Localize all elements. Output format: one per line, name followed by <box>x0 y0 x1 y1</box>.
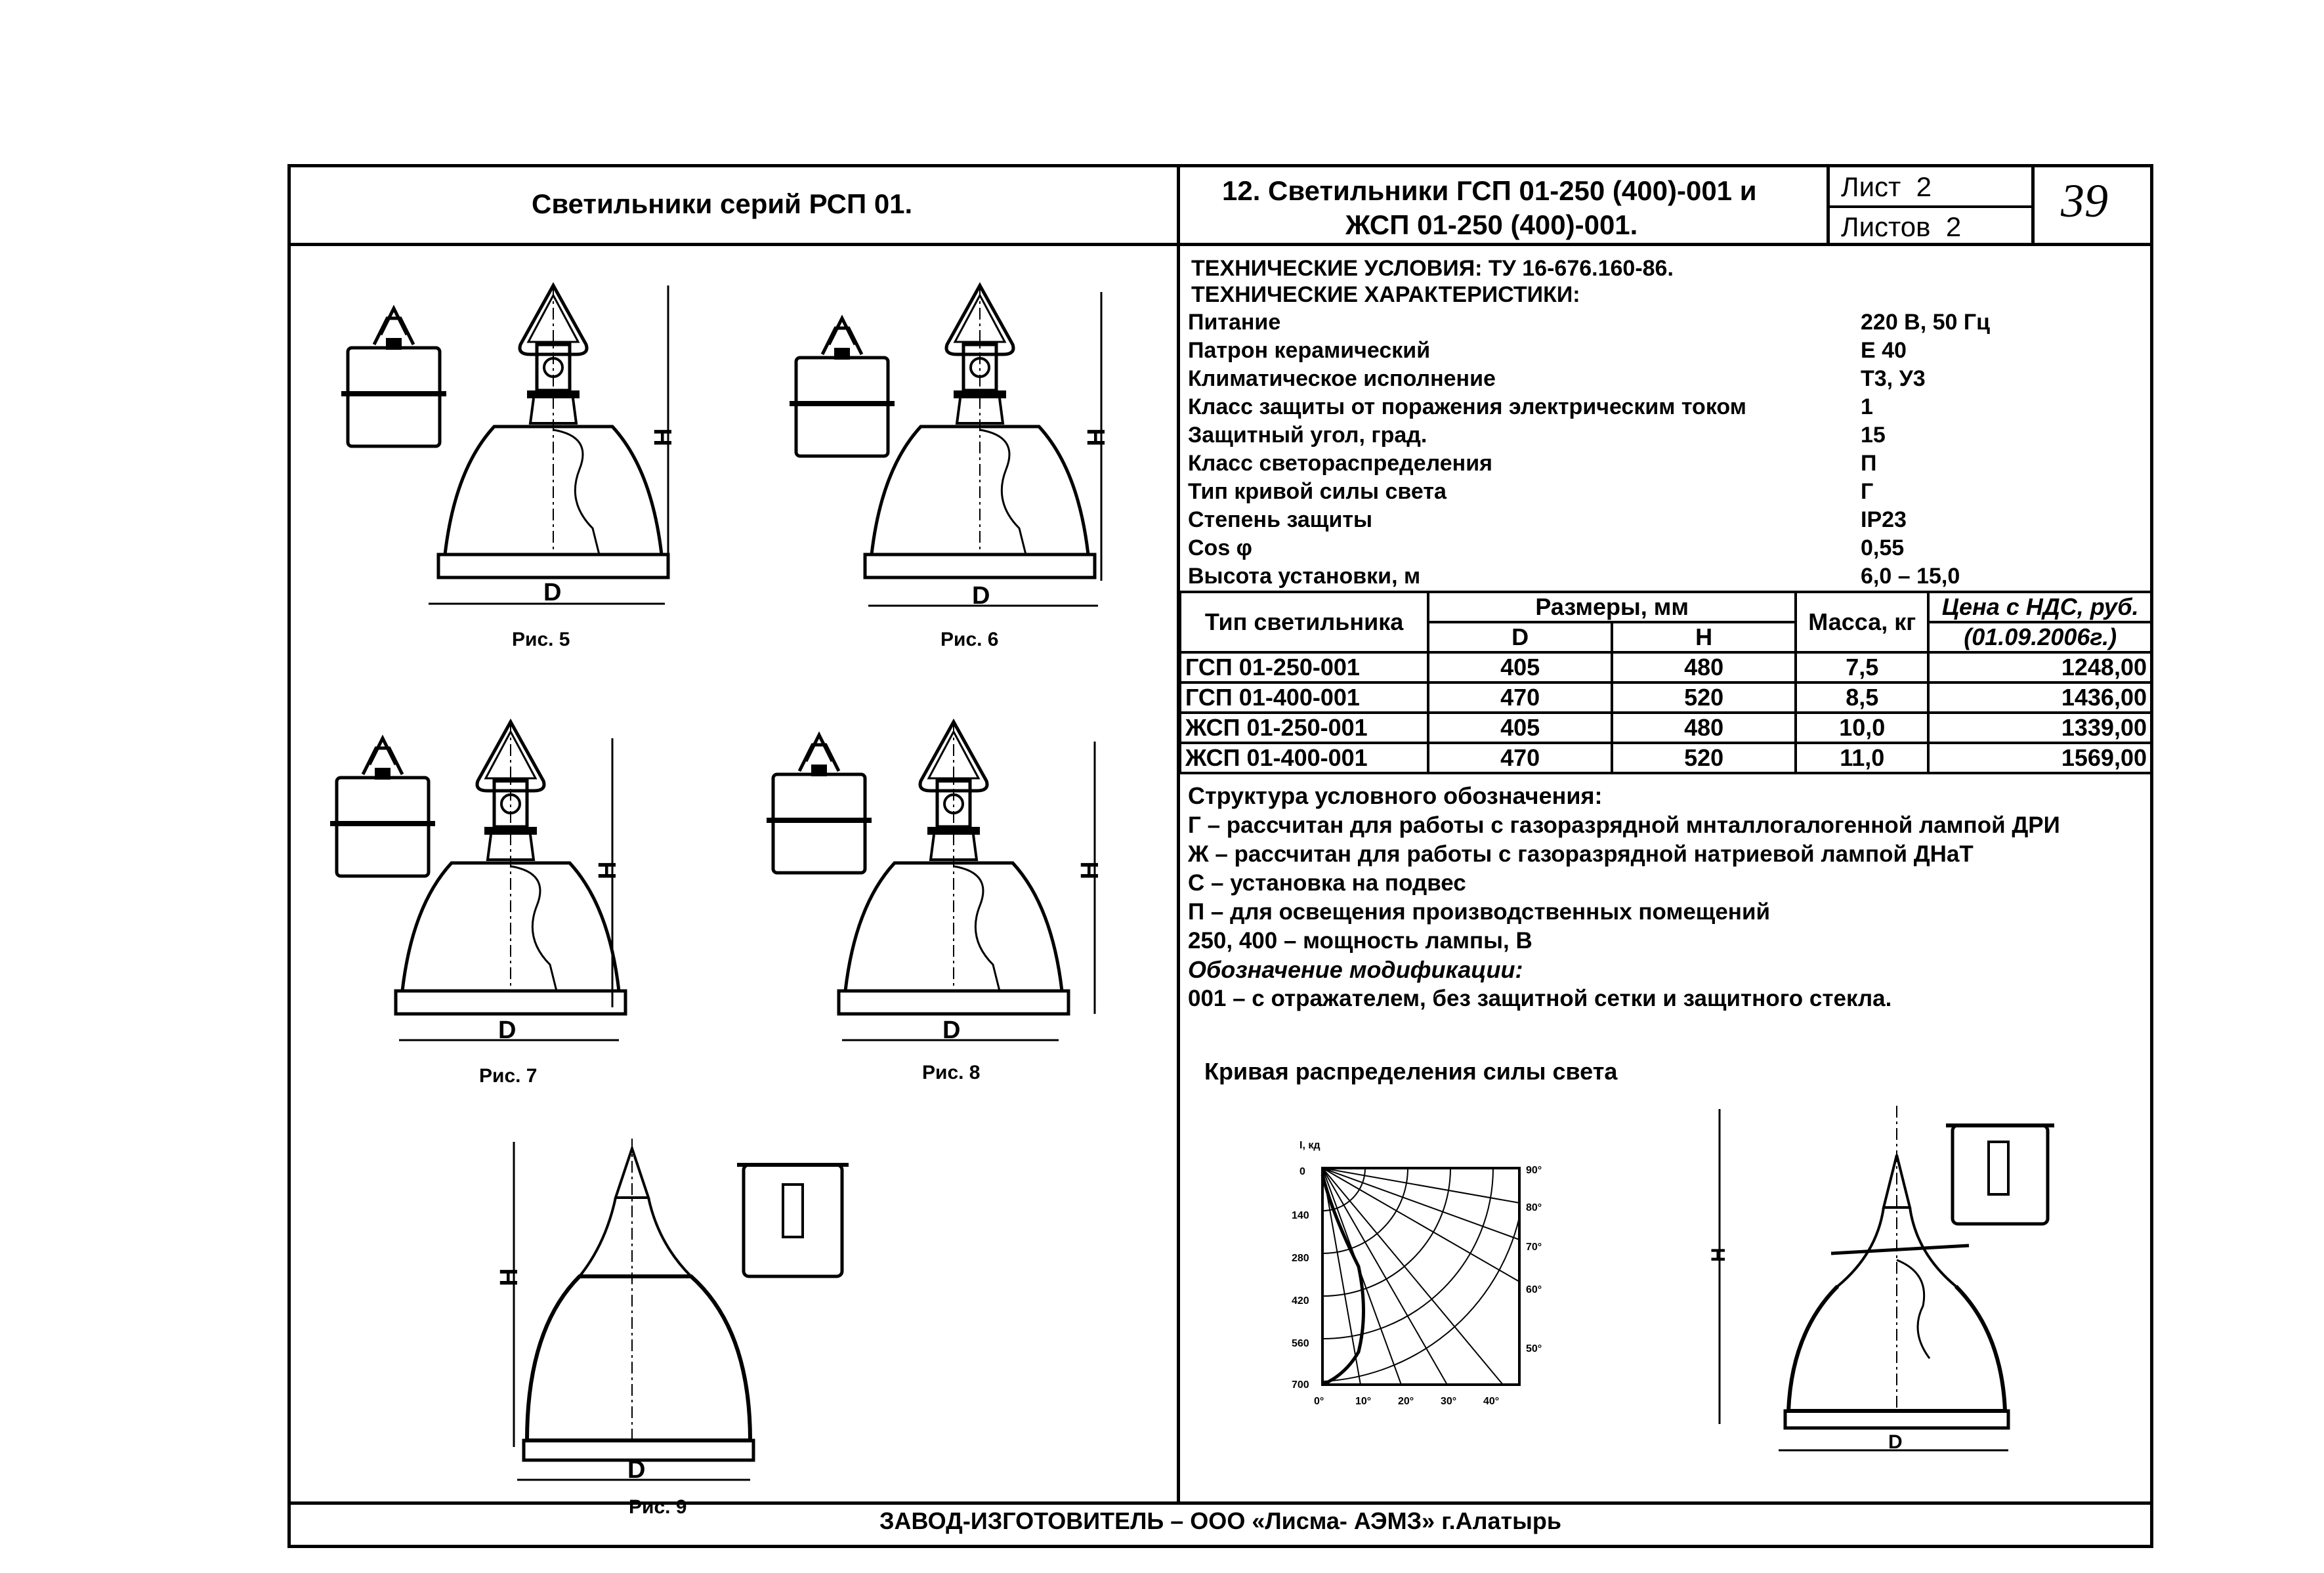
col-price-date: (01.09.2006г.) <box>1928 622 2152 652</box>
angle-label: 70° <box>1526 1242 1542 1253</box>
table-row <box>1180 652 2152 682</box>
spec-label: Высота установки, м <box>1188 564 1421 589</box>
spec-value: Г <box>1861 479 1874 504</box>
manufacturer-footer: ЗАВОД-ИЗГОТОВИТЕЛЬ – ООО «Лисма- АЭМЗ» г.Алатырь <box>879 1507 1561 1534</box>
cell-d: 470 <box>1428 682 1612 713</box>
spec-row <box>1188 535 2146 564</box>
x-tick: 30° <box>1441 1396 1457 1407</box>
col-dims-header: Размеры, мм <box>1428 592 1796 622</box>
fig9-dim-d: D <box>627 1456 646 1484</box>
spec-row <box>1188 366 2146 395</box>
spec-value: Т3, У3 <box>1861 366 1926 391</box>
spec-label: Класс защиты от поражения электрическим током <box>1188 394 1746 419</box>
spec-value: 1 <box>1861 394 1873 419</box>
angle-label: 60° <box>1526 1284 1542 1295</box>
angle-label: 50° <box>1526 1343 1542 1354</box>
fig5-dim-h: H <box>650 428 677 446</box>
center-title-line1: 12. Светильники ГСП 01-250 (400)-001 и <box>1222 175 1757 206</box>
cell-d: 470 <box>1428 743 1612 773</box>
x-tick: 40° <box>1483 1396 1500 1407</box>
fig5-caption: Рис. 5 <box>512 629 570 650</box>
table-row <box>1180 743 2152 773</box>
spec-row <box>1188 338 2146 367</box>
figure-8-drawing <box>767 722 1104 1044</box>
fig6-caption: Рис. 6 <box>940 629 999 650</box>
sheets-label: Листов 2 <box>1841 211 1962 242</box>
modification-line: 001 – с отражателем, без защитной сетки и защитного стекла. <box>1188 986 1892 1011</box>
cell-price: 1436,00 <box>1928 682 2152 713</box>
spec-value: П <box>1861 451 1877 476</box>
y-tick: 0 <box>1299 1166 1305 1177</box>
cell-h: 520 <box>1612 682 1796 713</box>
x-tick: 0° <box>1314 1396 1324 1407</box>
spec-value: 15 <box>1861 423 1886 448</box>
spec-value: 220 В, 50 Гц <box>1861 310 1991 335</box>
y-tick: 420 <box>1292 1295 1309 1307</box>
spec-value: 6,0 – 15,0 <box>1861 564 1960 589</box>
structure-line: Ж – рассчитан для работы с газоразрядной натриевой лампой ДНаТ <box>1188 841 1974 867</box>
fig9-dim-h: H <box>496 1268 523 1286</box>
fig5-dim-d: D <box>543 579 562 606</box>
spec-row <box>1188 564 2146 593</box>
structure-line: С – установка на подвес <box>1188 870 1466 896</box>
spec-row <box>1188 394 2146 423</box>
col-price-header: Цена с НДС, руб. <box>1928 592 2152 622</box>
spec-row <box>1188 423 2146 451</box>
angle-label: 80° <box>1526 1202 1542 1213</box>
cell-h: 480 <box>1612 713 1796 743</box>
cell-price: 1248,00 <box>1928 652 2152 682</box>
right-lamp-drawing <box>1680 1096 2153 1463</box>
y-tick: 280 <box>1292 1253 1309 1264</box>
spec-label: Климатическое исполнение <box>1188 366 1496 391</box>
curve-y-axis-label: I, кд <box>1299 1140 1320 1151</box>
table-row <box>1180 682 2152 713</box>
cell-type: ГСП 01-250-001 <box>1180 652 1428 682</box>
tech-conditions: ТЕХНИЧЕСКИЕ УСЛОВИЯ: ТУ 16-676.160-86. <box>1191 256 1674 281</box>
cell-mass: 8,5 <box>1796 682 1928 713</box>
right-dim-d: D <box>1888 1431 1903 1453</box>
y-tick: 560 <box>1292 1338 1309 1349</box>
page-mark: 39 <box>2061 175 2108 227</box>
x-tick: 20° <box>1398 1396 1414 1407</box>
cell-mass: 10,0 <box>1796 713 1928 743</box>
spec-row <box>1188 310 2146 339</box>
figure-6-drawing <box>790 285 1110 610</box>
sheet-mid-rule <box>1827 205 2033 208</box>
center-title-line2: ЖСП 01-250 (400)-001. <box>1345 209 1638 240</box>
spec-row <box>1188 507 2146 536</box>
light-distribution-diagram <box>1286 1129 1588 1431</box>
spec-value: 0,55 <box>1861 535 1905 560</box>
fig7-dim-d: D <box>498 1017 517 1044</box>
cell-type: ГСП 01-400-001 <box>1180 682 1428 713</box>
cell-h: 480 <box>1612 652 1796 682</box>
modification-title: Обозначение модификации: <box>1188 956 1523 983</box>
cell-type: ЖСП 01-400-001 <box>1180 743 1428 773</box>
spec-label: Степень защиты <box>1188 507 1373 532</box>
cell-mass: 7,5 <box>1796 652 1928 682</box>
figure-7-drawing <box>330 722 625 1044</box>
spec-row <box>1188 451 2146 480</box>
cell-mass: 11,0 <box>1796 743 1928 773</box>
fig7-dim-h: H <box>594 861 622 879</box>
cell-price: 1339,00 <box>1928 713 2152 743</box>
fig8-caption: Рис. 8 <box>922 1062 981 1083</box>
spec-label: Тип кривой силы света <box>1188 479 1447 504</box>
tech-characteristics: ТЕХНИЧЕСКИЕ ХАРАКТЕРИСТИКИ: <box>1191 282 1580 307</box>
y-tick: 140 <box>1292 1210 1309 1221</box>
structure-line: П – для освещения производственных помещений <box>1188 899 1770 925</box>
right-dim-h: H <box>1708 1248 1729 1262</box>
table-row <box>1180 713 2152 743</box>
products-table <box>1179 591 2153 774</box>
curve-title: Кривая распределения силы света <box>1204 1058 1618 1085</box>
structure-title: Структура условного обозначения: <box>1188 782 1603 809</box>
center-divider <box>1177 164 1180 1503</box>
cell-h: 520 <box>1612 743 1796 773</box>
col-mass-header: Масса, кг <box>1796 592 1928 652</box>
spec-label: Патрон керамический <box>1188 338 1431 363</box>
cell-d: 405 <box>1428 713 1612 743</box>
fig9-caption: Рис. 9 <box>629 1496 687 1518</box>
y-tick: 700 <box>1292 1379 1309 1391</box>
cell-price: 1569,00 <box>1928 743 2152 773</box>
col-h-header: H <box>1612 622 1796 652</box>
spec-row <box>1188 479 2146 508</box>
spec-value: Е 40 <box>1861 338 1907 363</box>
spec-label: Cos φ <box>1188 535 1252 560</box>
fig7-caption: Рис. 7 <box>479 1065 538 1087</box>
fig6-dim-d: D <box>972 582 990 610</box>
spec-value: IP23 <box>1861 507 1907 532</box>
fig8-dim-d: D <box>942 1017 961 1044</box>
figure-9-drawing <box>496 1139 849 1484</box>
figures-panel <box>291 246 1177 1501</box>
structure-line: Г – рассчитан для работы с газоразрядной мнталлогалогенной лампой ДРИ <box>1188 812 2060 838</box>
x-tick: 10° <box>1355 1396 1372 1407</box>
spec-label: Защитный угол, град. <box>1188 423 1427 448</box>
fig8-dim-h: H <box>1076 861 1104 879</box>
figure-5-drawing <box>341 285 677 606</box>
left-title: Светильники серий РСП 01. <box>532 188 913 219</box>
angle-label: 90° <box>1526 1165 1542 1176</box>
footer-rule <box>287 1501 2153 1505</box>
sheet-label: Лист 2 <box>1841 171 1932 202</box>
cell-type: ЖСП 01-250-001 <box>1180 713 1428 743</box>
structure-line: 250, 400 – мощность лампы, В <box>1188 928 1532 954</box>
spec-label: Класс светораспределения <box>1188 451 1492 476</box>
col-type-header: Тип светильника <box>1180 592 1428 652</box>
cell-d: 405 <box>1428 652 1612 682</box>
col-d-header: D <box>1428 622 1612 652</box>
fig6-dim-h: H <box>1083 428 1110 446</box>
spec-label: Питание <box>1188 310 1281 335</box>
